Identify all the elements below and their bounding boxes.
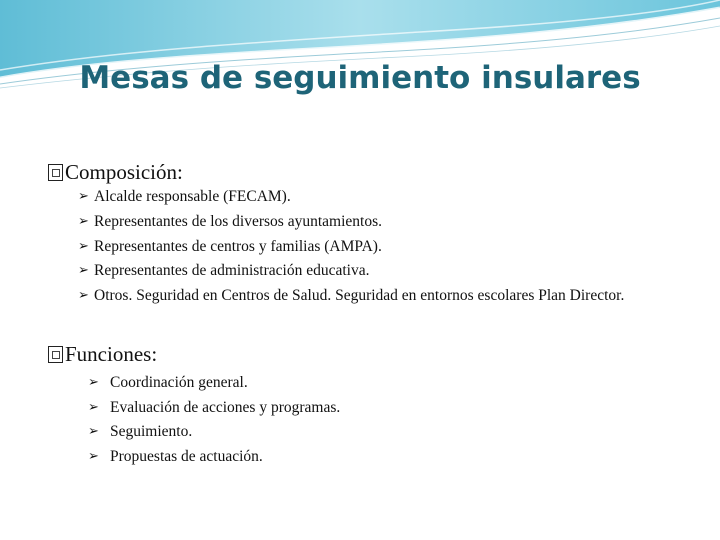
arrow-bullet-icon: ➢	[88, 423, 99, 438]
arrow-bullet-icon: ➢	[88, 398, 99, 414]
functions-heading	[48, 342, 157, 367]
list-item: ➢ Alcalde responsable (FECAM).	[78, 184, 698, 209]
list-item: ➢ Seguimiento.	[88, 419, 648, 444]
arrow-bullet-icon: ➢	[88, 374, 99, 389]
composition-list	[78, 184, 698, 308]
functions-list	[88, 370, 648, 468]
arrow-bullet-icon: ➢	[88, 447, 99, 463]
list-item: ➢ Representantes de los diversos ayuntamientos.	[78, 209, 698, 234]
list-item: ➢ Otros. Seguridad en Centros de Salud. Seguridad en entornos escolares Plan Director.	[78, 283, 698, 308]
slide-title: Mesas de seguimiento insulares	[79, 60, 641, 96]
composition-heading	[48, 160, 183, 185]
arrow-bullet-icon: ➢	[78, 188, 89, 203]
missing-glyph-box-icon	[48, 164, 63, 181]
functions-heading-text: Funciones:	[65, 342, 158, 366]
list-item: ➢ Representantes de administración educativa.	[78, 258, 698, 283]
arrow-bullet-icon: ➢	[78, 262, 89, 278]
list-item: ➢ Coordinación general.	[88, 370, 648, 395]
arrow-bullet-icon: ➢	[78, 237, 89, 253]
list-item: ➢ Propuestas de actuación.	[88, 444, 648, 469]
list-item: ➢ Evaluación de acciones y programas.	[88, 395, 648, 420]
composition-heading-text: Composición:	[65, 160, 183, 184]
list-item: ➢ Representantes de centros y familias (AMPA).	[78, 234, 698, 259]
missing-glyph-box-icon	[48, 346, 63, 363]
arrow-bullet-icon: ➢	[78, 287, 89, 303]
arrow-bullet-icon: ➢	[78, 212, 89, 228]
